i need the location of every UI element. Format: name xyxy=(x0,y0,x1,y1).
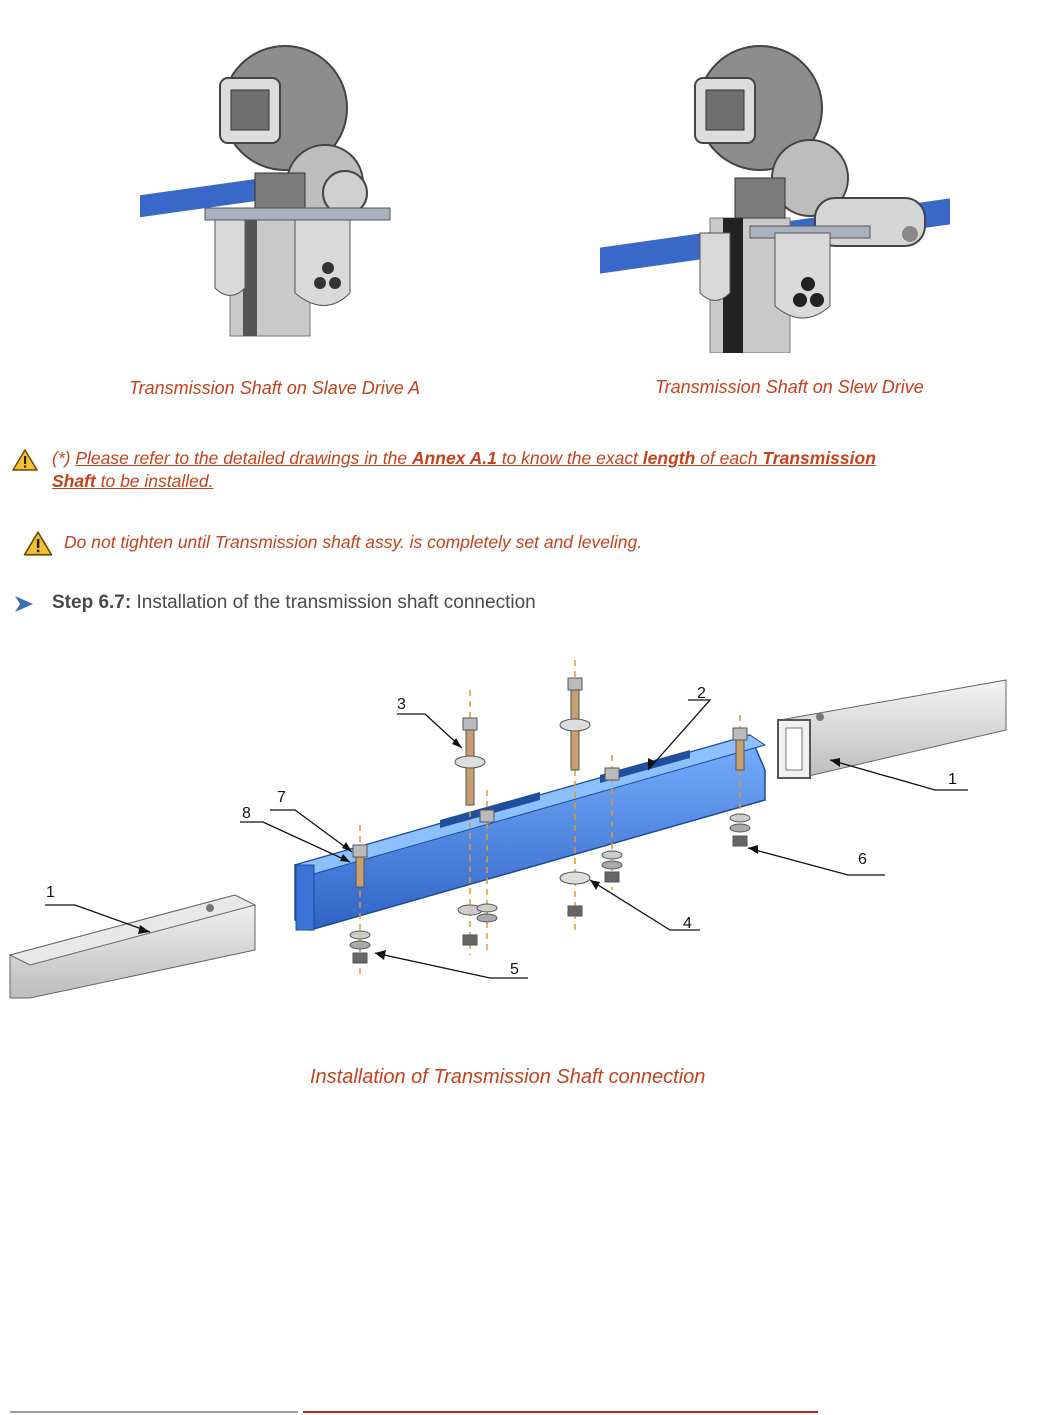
slave-drive-figure xyxy=(135,38,395,338)
callout-1-left: 1 xyxy=(46,884,55,901)
callout-5: 5 xyxy=(510,961,519,978)
footer-rule-red xyxy=(303,1411,818,1413)
warning-icon xyxy=(23,530,53,557)
slew-drive-figure xyxy=(595,38,955,353)
callout-3: 3 xyxy=(397,696,406,713)
right-figure-caption: Transmission Shaft on Slew Drive xyxy=(655,377,924,397)
right-square-tube xyxy=(778,680,1006,778)
warning-icon xyxy=(12,448,38,472)
left-figure-caption: Transmission Shaft on Slave Drive A xyxy=(129,378,421,398)
callout-1-right: 1 xyxy=(948,771,957,788)
tighten-note: Do not tighten until Transmission shaft assy. is completely set and leveling. xyxy=(64,532,643,552)
step-heading: Step 6.7: Installation of the transmission shaft connection xyxy=(52,592,536,613)
callout-6: 6 xyxy=(858,851,867,868)
callout-2: 2 xyxy=(697,685,706,702)
diagram-caption: Installation of Transmission Shaft connection xyxy=(310,1066,706,1088)
arrow-bullet-icon xyxy=(14,594,34,614)
blue-channel-bracket xyxy=(295,735,765,930)
left-square-tube xyxy=(10,895,255,998)
annex-note: (*) Please refer to the detailed drawings in the Annex A.1 to know the exact length of each Transmission Shaft to be installed. xyxy=(52,448,876,491)
callout-7: 7 xyxy=(277,789,286,806)
callout-4: 4 xyxy=(683,915,692,932)
shaft-connection-diagram xyxy=(0,650,1042,1010)
footer-rule-grey xyxy=(10,1411,298,1413)
callout-8: 8 xyxy=(242,805,251,822)
